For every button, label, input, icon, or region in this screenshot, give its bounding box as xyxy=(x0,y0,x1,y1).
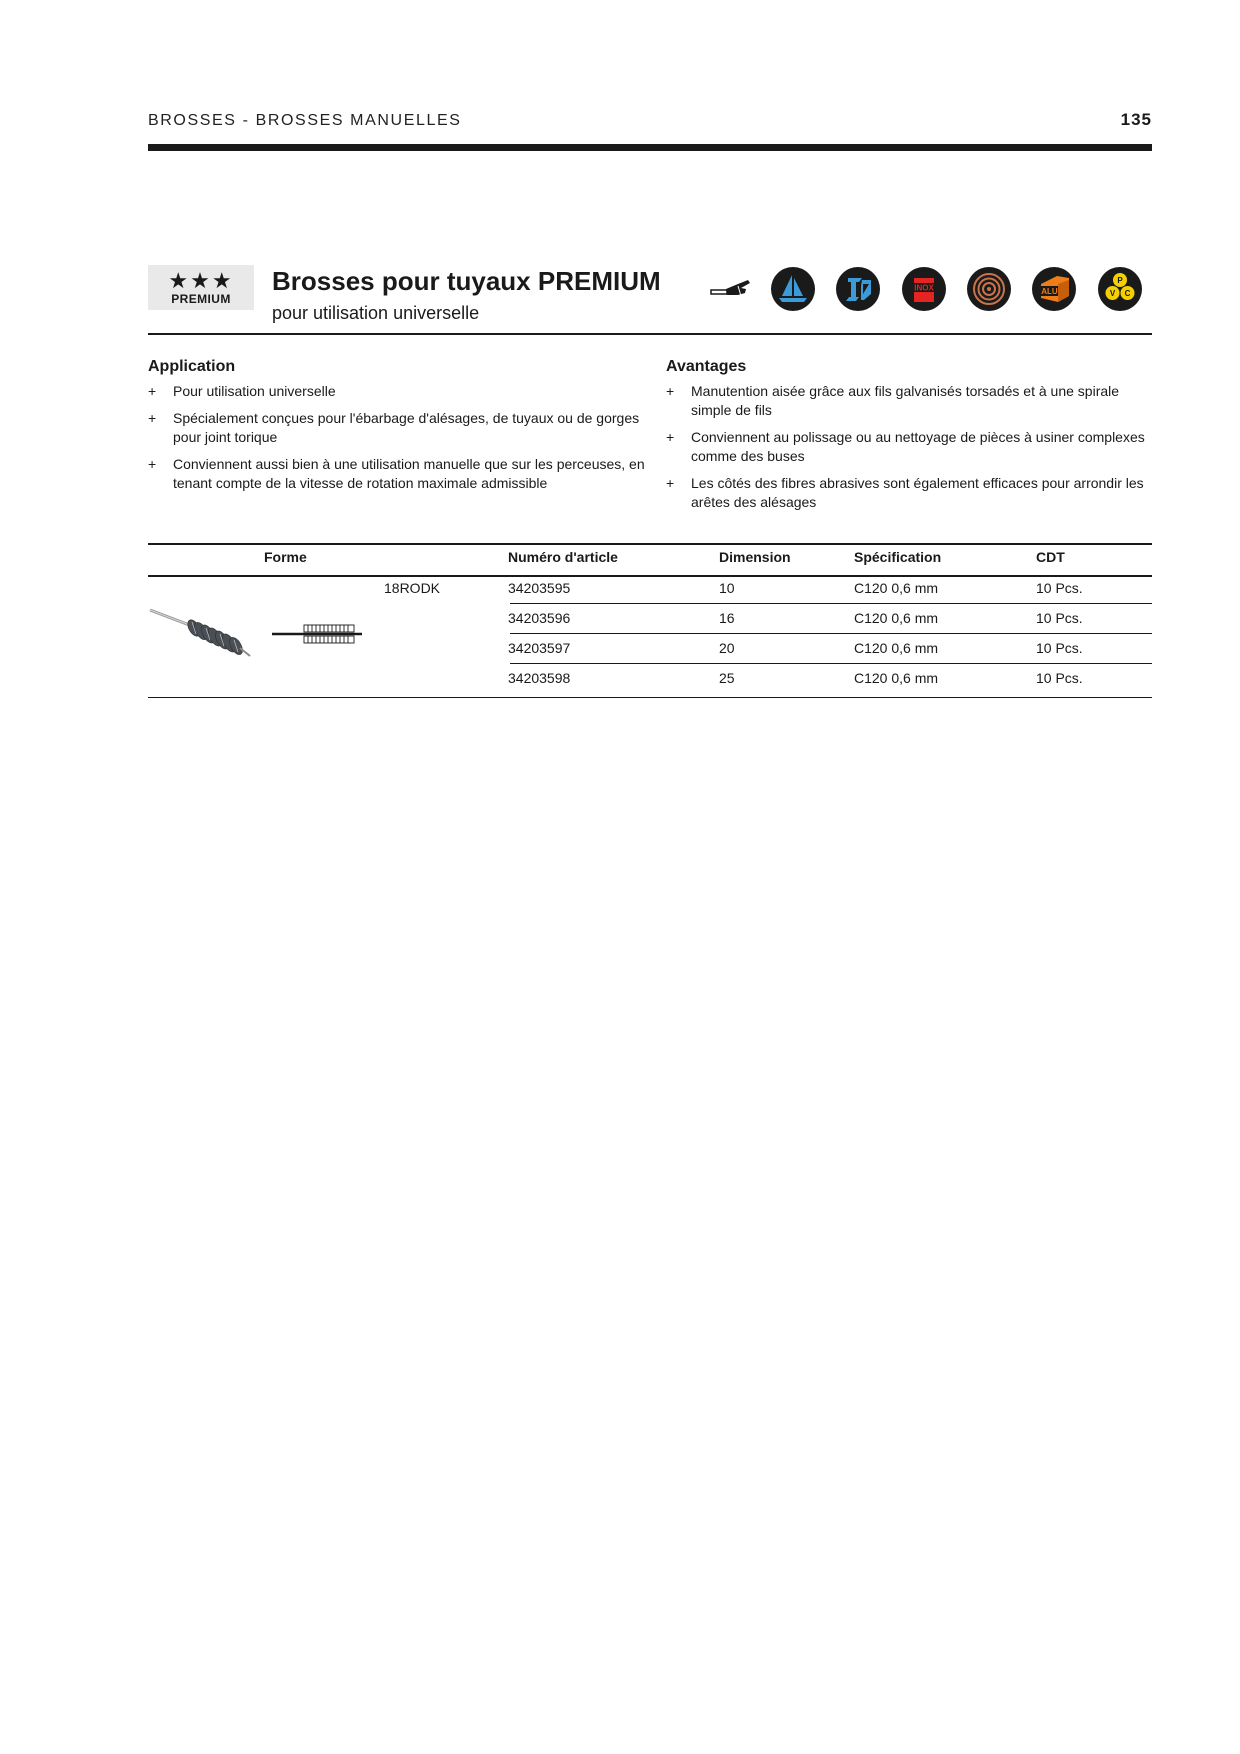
row-3-cdt: 10 Pcs. xyxy=(1036,640,1083,656)
row-3-article: 34203597 xyxy=(508,640,571,656)
running-title: BROSSES - BROSSES MANUELLES xyxy=(148,112,462,129)
pvc-icon xyxy=(1097,266,1143,312)
row-rule xyxy=(510,663,1152,664)
row-rule xyxy=(510,633,1152,634)
plus-icon: + xyxy=(148,383,157,399)
aluminium-icon xyxy=(1031,266,1077,312)
plus-icon: + xyxy=(666,383,675,399)
badge-label: PREMIUM xyxy=(171,292,231,306)
stainless-steel-icon xyxy=(901,266,947,312)
header-article: Numéro d'article xyxy=(508,549,618,565)
list-item: + Conviennent au polissage ou au nettoyage de pièces à usiner complexes comme des buses xyxy=(666,429,1145,464)
pvc-letter-c: C xyxy=(1124,289,1131,298)
cast-iron-icon xyxy=(835,266,881,312)
material-icons xyxy=(708,266,1154,314)
application-list xyxy=(148,382,648,493)
application-heading: Application xyxy=(148,358,236,375)
premium-badge xyxy=(148,265,254,310)
product-title: Brosses pour tuyaux PREMIUM xyxy=(272,266,661,296)
pvc-letter-p: P xyxy=(1117,276,1123,285)
table-header-rule xyxy=(148,575,1152,577)
product-subtitle: pour utilisation universelle xyxy=(272,303,480,323)
plus-icon: + xyxy=(148,456,157,472)
list-item: + Les côtés des fibres abrasives sont également efficaces pour arrondir les arêtes des alésages xyxy=(666,475,1144,510)
header-forme: Forme xyxy=(264,549,307,565)
table-top-rule xyxy=(148,543,1152,545)
row-2-article: 34203596 xyxy=(508,610,571,626)
star-icon: ★★★ xyxy=(168,268,234,293)
row-1-specification: C120 0,6 mm xyxy=(854,580,939,596)
row-4-specification: C120 0,6 mm xyxy=(854,670,939,686)
header-dimension: Dimension xyxy=(719,549,791,565)
row-rule xyxy=(510,603,1152,604)
header-rule xyxy=(148,144,1152,151)
advantages-section xyxy=(666,358,1156,520)
wood-icon xyxy=(966,266,1012,312)
row-4-article: 34203598 xyxy=(508,670,571,686)
list-item: + Pour utilisation universelle xyxy=(148,383,336,399)
section-rule xyxy=(148,333,1152,335)
plus-icon: + xyxy=(666,475,675,491)
list-item: + Manutention aisée grâce aux fils galvanisés torsadés et à une spirale simple de fils xyxy=(666,383,1120,418)
row-4-dimension: 25 xyxy=(719,670,735,686)
header-specification: Spécification xyxy=(854,549,942,565)
hand-tool-icon xyxy=(708,266,754,312)
plus-icon: + xyxy=(666,429,675,445)
list-item: + Conviennent aussi bien à une utilisation manuelle que sur les perceuses, en tenant compte de la vitesse de rotation maximale admissible xyxy=(148,456,645,491)
row-4-cdt: 10 Pcs. xyxy=(1036,670,1083,686)
type-code: 18RODK xyxy=(384,580,441,596)
row-3-specification: C120 0,6 mm xyxy=(854,640,939,656)
row-2-dimension: 16 xyxy=(719,610,735,626)
header-cdt: CDT xyxy=(1036,549,1065,565)
row-2-specification: C120 0,6 mm xyxy=(854,610,939,626)
row-1-cdt: 10 Pcs. xyxy=(1036,580,1083,596)
brush-photo xyxy=(148,606,254,662)
steel-icon xyxy=(770,266,816,312)
inox-icon-text: INOX xyxy=(914,283,934,293)
page-number: 135 xyxy=(1120,110,1152,129)
advantages-heading: Avantages xyxy=(666,358,747,375)
row-2-cdt: 10 Pcs. xyxy=(1036,610,1083,626)
list-item: + Spécialement conçues pour l'ébarbage d'alésages, de tuyaux ou de gorges pour joint torique xyxy=(148,410,640,445)
plus-icon: + xyxy=(148,410,157,426)
table-bottom-rule xyxy=(148,697,1152,698)
row-1-article: 34203595 xyxy=(508,580,571,596)
row-3-dimension: 20 xyxy=(719,640,735,656)
row-1-dimension: 10 xyxy=(719,580,735,596)
advantages-list xyxy=(666,382,1156,512)
alu-icon-text: ALU xyxy=(1041,287,1058,296)
brush-drawing xyxy=(272,622,366,646)
pvc-letter-v: V xyxy=(1109,289,1116,298)
application-section xyxy=(148,358,648,501)
